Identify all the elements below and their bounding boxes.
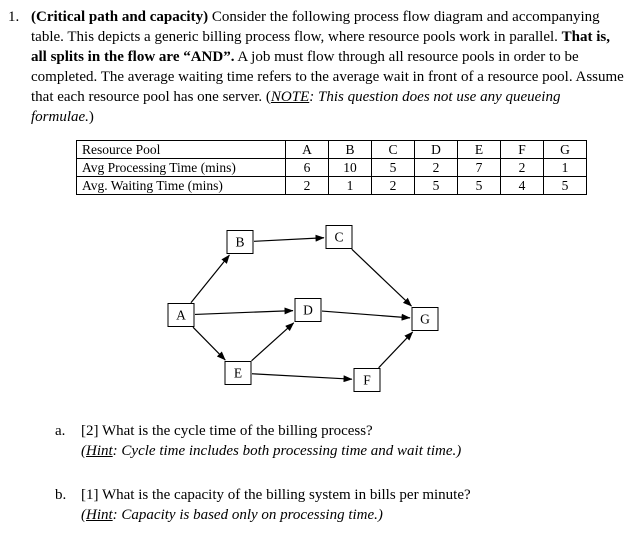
subquestion-b-text: [1] What is the capacity of the billing system in bills per minute? — [81, 487, 471, 503]
row-label: Avg Processing Time (mins) — [77, 159, 286, 177]
resource-table — [76, 140, 587, 195]
edge-A-E — [193, 327, 225, 360]
hint-text: : Cycle time includes both processing time and wait time.) — [112, 442, 462, 459]
table-col-header: E — [458, 141, 501, 159]
table-cell: 10 — [329, 159, 372, 177]
table-header-label: Resource Pool — [77, 141, 286, 159]
subquestion-letter: b. — [55, 487, 67, 503]
question-block — [8, 7, 624, 128]
table-col-header: C — [372, 141, 415, 159]
process-flow-diagram — [0, 208, 629, 410]
node-D — [295, 299, 321, 322]
table-col-header: A — [286, 141, 329, 159]
edge-B-C — [254, 238, 324, 242]
question-number: 1. — [8, 9, 20, 25]
table-row-header — [77, 141, 587, 159]
table-col-header: B — [329, 141, 372, 159]
table-cell: 5 — [458, 177, 501, 195]
node-F — [354, 369, 380, 392]
subquestion-b-hint — [81, 506, 595, 526]
table-cell: 2 — [286, 177, 329, 195]
hint-open: ( — [81, 506, 86, 523]
edge-F-G — [379, 332, 413, 368]
subquestion-a — [55, 422, 595, 462]
node-label-F: F — [363, 372, 371, 388]
table-cell: 7 — [458, 159, 501, 177]
node-C — [326, 226, 352, 249]
hint-label: Hint — [86, 442, 113, 459]
node-label-D: D — [303, 302, 313, 318]
question-title: (Critical path and capacity) — [31, 9, 209, 25]
node-B — [227, 231, 253, 254]
question-text — [31, 7, 624, 128]
question-body-2: A job must flow through all resource pools in order to be completed. The average waiting time refers to the average wait in front of a resource pool. Assume that each resource pool has one server. ( — [31, 49, 624, 106]
node-label-E: E — [233, 365, 243, 381]
note-label: NOTE — [270, 89, 310, 106]
subquestion-letter: a. — [55, 423, 66, 439]
edge-D-G — [322, 311, 410, 318]
row-label: Avg. Waiting Time (mins) — [77, 177, 286, 195]
node-E — [225, 362, 251, 385]
hint-open: ( — [81, 442, 86, 459]
node-label-C: C — [334, 229, 344, 245]
table-cell: 2 — [372, 177, 415, 195]
table-col-header: D — [415, 141, 458, 159]
hint-text: : Capacity is based only on processing time.) — [112, 506, 383, 523]
table-cell: 1 — [544, 159, 587, 177]
edge-A-D — [195, 311, 293, 315]
table-col-header: F — [501, 141, 544, 159]
subquestion-body — [81, 422, 595, 462]
table-cell: 5 — [544, 177, 587, 195]
table-cell: 2 — [501, 159, 544, 177]
edge-C-G — [352, 249, 412, 306]
node-label-G: G — [420, 311, 430, 327]
node-A — [168, 304, 194, 327]
question-body-1: Consider the following process flow diagram and accompanying table. This depicts a generic billing process flow, where resource pools work in parallel. — [31, 9, 600, 46]
subquestion-body — [81, 486, 595, 526]
node-label-A: A — [176, 307, 186, 323]
hint-label: Hint — [86, 506, 113, 523]
table-cell: 5 — [415, 177, 458, 195]
table-row-processing — [77, 159, 587, 177]
subquestion-a-text: [2] What is the cycle time of the billing process? — [81, 423, 373, 439]
table-cell: 6 — [286, 159, 329, 177]
note-close: ) — [88, 109, 94, 126]
table-cell: 1 — [329, 177, 372, 195]
table-cell: 4 — [501, 177, 544, 195]
table-cell: 5 — [372, 159, 415, 177]
node-G — [412, 308, 438, 331]
table-cell: 2 — [415, 159, 458, 177]
edge-A-B — [191, 255, 230, 303]
subquestion-b — [55, 486, 595, 526]
subquestion-a-hint — [81, 442, 595, 462]
question-bold-clause: That is, all splits in the flow are “AND”. — [31, 29, 611, 66]
note-text: : This question does not use any queueing formulae. — [31, 89, 561, 126]
table-row-waiting — [77, 177, 587, 195]
edge-E-F — [252, 374, 352, 379]
edge-E-D — [252, 323, 294, 361]
table-col-header: G — [544, 141, 587, 159]
node-label-B: B — [235, 234, 245, 250]
